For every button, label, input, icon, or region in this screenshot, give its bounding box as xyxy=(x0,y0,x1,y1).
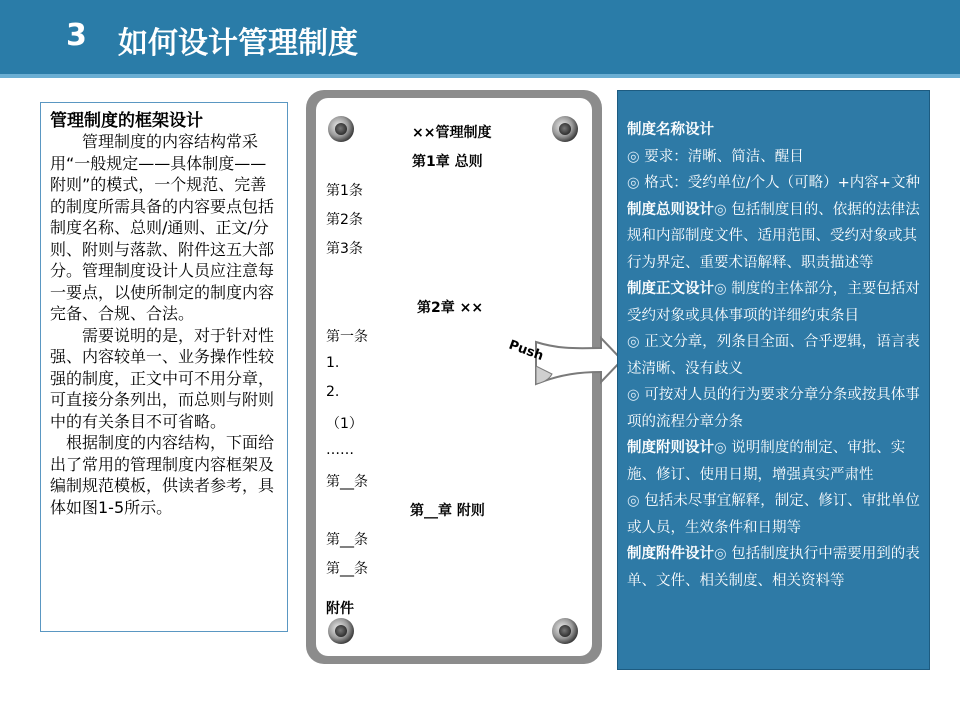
framework-para-2: 需要说明的是，对于针对性强、内容较单一、业务操作性较强的制度，正文中可不用分章，可直接分条列出，而总则与附则中的有关条目不可省略。 xyxy=(50,325,275,431)
screw-icon xyxy=(552,618,578,644)
doc-attachment: 附件 xyxy=(326,601,354,617)
framework-heading: 管理制度的框架设计 xyxy=(50,111,203,131)
doc-item: 2. xyxy=(326,384,340,400)
bullet-icon: ◎ xyxy=(627,148,645,165)
doc-article: 第一条 xyxy=(326,329,368,345)
design-points-panel xyxy=(617,90,930,670)
doc-article: 第3条 xyxy=(326,241,363,257)
doc-chapter-2: 第2章 ×× xyxy=(417,300,484,316)
doc-article: 第__条 xyxy=(326,532,368,548)
section-number: 3 xyxy=(66,18,87,53)
bullet-icon: ◎ xyxy=(627,175,645,191)
screw-icon xyxy=(328,116,354,142)
doc-title: ××管理制度 xyxy=(412,125,492,141)
doc-item: （1） xyxy=(326,416,363,432)
section-text: 包括制度执行中需要用到的表单、文件、相关制度、相关资料等 xyxy=(627,546,920,589)
section-appendix-design-title: 制度附则设计 xyxy=(627,440,714,456)
bullet-icon: ◎ xyxy=(714,546,732,562)
doc-article: 第2条 xyxy=(326,212,363,228)
bullet-icon: ◎ xyxy=(714,440,732,456)
bullet-text: 要求：清晰、简洁、醒目 xyxy=(644,148,804,165)
doc-item: …… xyxy=(326,442,354,458)
framework-para-1: 管理制度的内容结构常采用“一般规定——具体制度——附则”的模式，一个规范、完善的制度所需具备的内容要点包括制度名称、总则/通则、正文/分则、附则与落款、附件这五大部分。管理制度设计人员应注意每一要点，以使所制定的制度内容完备、合规、合法。 xyxy=(50,132,275,323)
page-title: 如何设计管理制度 xyxy=(118,26,358,61)
header-bar xyxy=(0,0,960,78)
bullet-text: 正文分章，列条目全面、合乎逻辑，语言表述清晰、没有歧义 xyxy=(627,334,920,377)
section-name-design-title: 制度名称设计 xyxy=(627,122,714,138)
bullet-icon: ◎ xyxy=(627,387,645,403)
section-text: 说明制度的制定、审批、实施、修订、使用日期，增强真实严肃性 xyxy=(627,440,906,483)
doc-article: 第1条 xyxy=(326,183,363,199)
doc-article: 第__条 xyxy=(326,474,368,490)
section-attachment-design-title: 制度附件设计 xyxy=(627,546,714,562)
section-text: 包括制度目的、依据的法律法规和内部制度文件、适用范围、受约对象或其行为界定、重要术语解释、职责描述等 xyxy=(627,201,920,271)
section-general-design-title: 制度总则设计 xyxy=(627,201,714,218)
framework-description-box xyxy=(40,102,288,632)
push-arrow-icon xyxy=(506,322,626,392)
section-text: 制度的主体部分，主要包括对受约对象或具体事项的详细约束条目 xyxy=(627,281,920,324)
bullet-text: 包括未尽事宜解释，制定、修订、审批单位或人员，生效条件和日期等 xyxy=(627,493,920,536)
doc-chapter-3: 第__章 附则 xyxy=(410,503,485,519)
screw-icon xyxy=(328,618,354,644)
framework-para-3: 根据制度的内容结构，下面给出了常用的管理制度内容框架及编制规范模板，供读者参考，具体如图1-5所示。 xyxy=(50,433,275,517)
bullet-text: 可按对人员的行为要求分章分条或按具体事项的流程分章分条 xyxy=(627,387,920,430)
push-label: Push xyxy=(506,337,546,364)
doc-article: 第__条 xyxy=(326,561,368,577)
bullet-icon: ◎ xyxy=(627,493,645,509)
bullet-text: 格式：受约单位/个人（可略）+内容+文种 xyxy=(644,175,920,191)
section-body-design-title: 制度正文设计 xyxy=(627,281,714,297)
doc-chapter-1: 第1章 总则 xyxy=(412,154,483,170)
doc-item: 1. xyxy=(326,355,340,371)
bullet-icon: ◎ xyxy=(627,334,645,350)
bullet-icon: ◎ xyxy=(714,201,732,218)
bullet-icon: ◎ xyxy=(714,281,732,297)
screw-icon xyxy=(552,116,578,142)
